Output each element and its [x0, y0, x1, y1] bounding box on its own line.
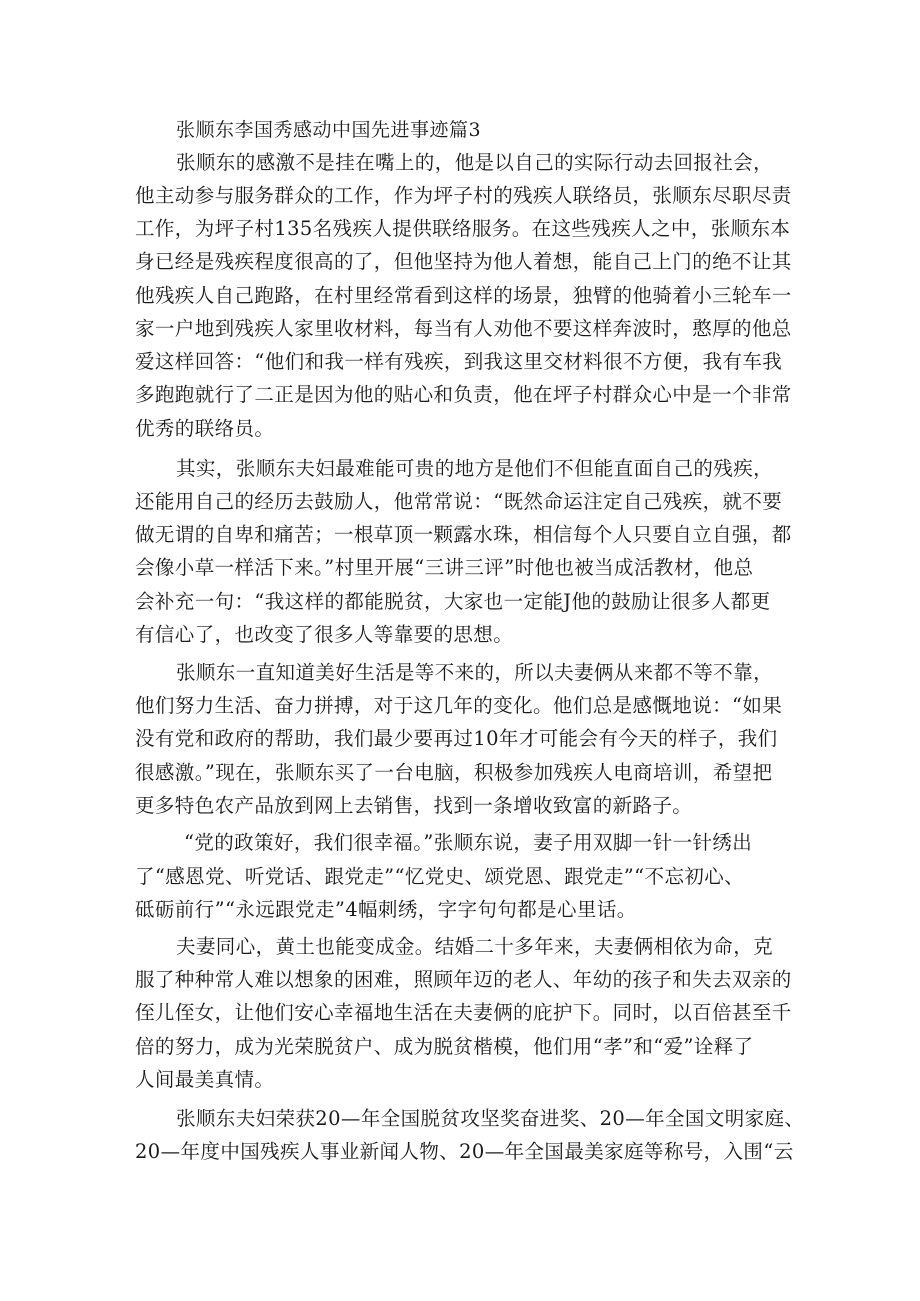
text-line: 工作，为坪子村135名残疾人提供联络服务。在这些残疾人之中，张顺东本 — [135, 217, 791, 240]
text-line: 做无谓的自卑和痛苦；一根草顶一颗露水珠，相信每个人只要自立自强，都 — [135, 523, 792, 546]
text-line: 其实，张顺东夫妇最难能可贵的地方是他们不但能直面自己的残疾， — [176, 457, 774, 480]
text-line: 没有党和政府的帮助，我们最少要再过10年才可能会有今天的样子，我们 — [135, 727, 778, 750]
text-line: 20—年度中国残疾人事业新闻人物、20—年全国最美家庭等称号，入围“云 — [135, 1140, 794, 1163]
text-line: 会补充一句：“我这样的都能脱贫，大家也一定能J他的鼓励让很多人都更 — [135, 590, 771, 613]
document-title: 张顺东李国秀感动中国先进事迹篇3 — [176, 119, 482, 141]
text-line: 他主动参与服务群众的工作，作为坪子村的残疾人联络员，张顺东尽职尽责 — [135, 184, 792, 207]
text-line: 身已经是残疾程度很高的了，但他坚持为他人着想，能自己上门的绝不让其 — [135, 250, 792, 273]
text-line: “党的政策好，我们很幸福。”张顺东说，妻子用双脚一针一针绣出 — [184, 831, 753, 854]
text-line: 砥砺前行”“永远跟党走”4幅刺绣，字字句句都是心里话。 — [135, 898, 637, 921]
text-line: 张顺东夫妇荣获20—年全国脱贫攻坚奖奋进奖、20—年全国文明家庭、 — [176, 1107, 805, 1130]
text-line: 有信心了，也改变了很多人等靠要的思想。 — [135, 623, 514, 646]
text-line: 爱这样回答：“他们和我一样有残疾，到我这里交材料很不方便，我有车我 — [135, 350, 783, 373]
text-line: 多跑跑就行了二正是因为他的贴心和负责，他在坪子村群众心中是一个非常 — [135, 383, 792, 406]
text-line: 他们努力生活、奋力拼搏，对于这几年的变化。他们总是感慨地说：“如果 — [135, 694, 783, 717]
text-line: 了“感恩党、听党话、跟党走”“忆党史、颂党恩、跟党走”“不忘初心、 — [135, 865, 745, 888]
text-line: 张顺东的感激不是挂在嘴上的，他是以自己的实际行动去回报社会， — [176, 151, 774, 174]
text-line: 优秀的联络员。 — [135, 417, 275, 440]
text-line: 服了种种常人难以想象的困难，照顾年迈的老人、年幼的孩子和失去双亲的 — [135, 968, 792, 991]
text-line: 夫妻同心，黄土也能变成金。结婚二十多年来，夫妻俩相依为命，克 — [176, 935, 774, 958]
text-line: 会像小草一样活下来。”村里开展“三讲三评”时他也被当成活教材，他总 — [135, 556, 754, 579]
text-line: 他残疾人自己跑路，在村里经常看到这样的场景，独臂的他骑着小三轮车一 — [135, 284, 792, 307]
text-line: 更多特色农产品放到网上去销售，找到一条增收致富的新路子。 — [135, 794, 693, 817]
text-line: 倍的努力，成为光荣脱贫户、成为脱贫楷模，他们用“孝”和“爱”诠释了 — [135, 1035, 754, 1058]
text-line: 人间最美真情。 — [135, 1068, 275, 1091]
page-bottom-margin — [0, 1196, 920, 1301]
text-line: 很感激。”现在，张顺东买了一台电脑，积极参加残疾人电商培训，希望把 — [135, 761, 773, 784]
text-line: 还能用自己的经历去鼓励人，他常常说：“既然命运注定自己残疾，就不要 — [135, 490, 783, 513]
text-line: 侄儿侄女，让他们安心幸福地生活在夫妻俩的庇护下。同时，以百倍甚至千 — [135, 1001, 792, 1024]
text-line: 张顺东一直知道美好生活是等不来的，所以夫妻俩从来都不等不靠， — [176, 661, 774, 684]
text-line: 家一户地到残疾人家里收材料，每当有人劝他不要这样奔波时，憨厚的他总 — [135, 317, 792, 340]
